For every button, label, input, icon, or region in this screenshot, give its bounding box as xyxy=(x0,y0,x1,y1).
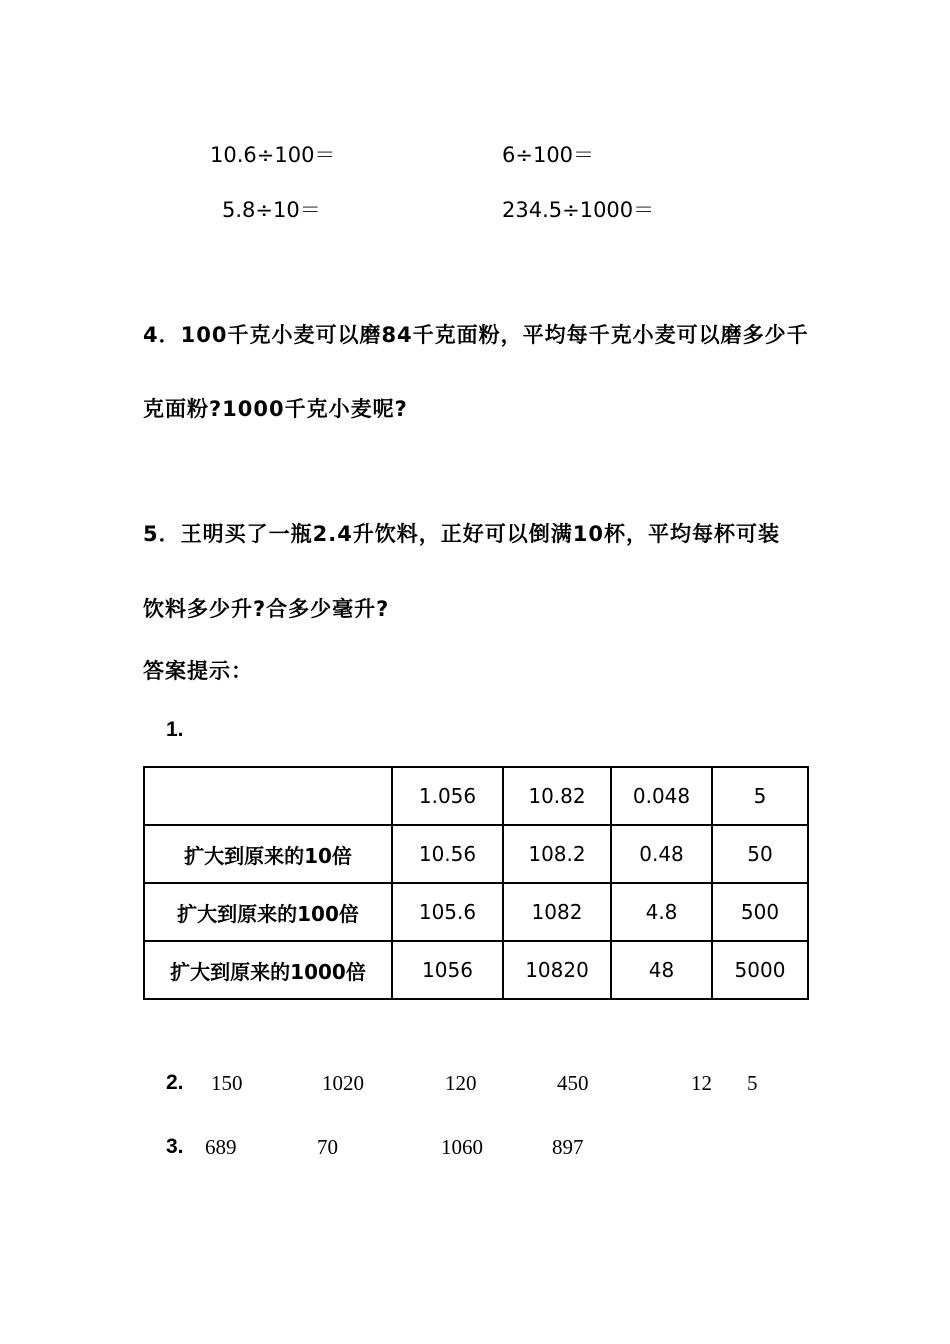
equation-2-left: 5.8÷10＝ xyxy=(222,198,321,222)
table-cell: 500 xyxy=(712,883,808,941)
question-5-line-1: 5．王明买了一瓶2.4升饮料，正好可以倒满10杯，平均每杯可装 xyxy=(143,522,781,546)
equation-1-left: 10.6÷100＝ xyxy=(210,143,336,167)
table-row-header: 扩大到原来的10倍 xyxy=(144,825,392,883)
answer-2-value: 12 xyxy=(691,1071,712,1095)
table-cell: 108.2 xyxy=(503,825,611,883)
answer-3-value: 897 xyxy=(552,1135,584,1159)
table-cell: 48 xyxy=(611,941,712,999)
table-cell: 1056 xyxy=(392,941,503,999)
table-cell: 10.56 xyxy=(392,825,503,883)
table-cell: 1082 xyxy=(503,883,611,941)
table-cell xyxy=(144,767,392,825)
answer-2-value: 150 xyxy=(211,1071,243,1095)
table-cell: 5000 xyxy=(712,941,808,999)
equation-2-right: 234.5÷1000＝ xyxy=(502,198,655,222)
table-cell: 1.056 xyxy=(392,767,503,825)
table-cell: 0.048 xyxy=(611,767,712,825)
table-cell: 10820 xyxy=(503,941,611,999)
question-4-line-1: 4．100千克小麦可以磨84千克面粉，平均每千克小麦可以磨多少千 xyxy=(143,323,809,347)
table-row xyxy=(144,883,808,941)
table-row xyxy=(144,767,808,825)
answer-2-value: 120 xyxy=(445,1071,477,1095)
answer-3-value: 70 xyxy=(317,1135,338,1159)
table-cell: 0.48 xyxy=(611,825,712,883)
answer-2-value: 450 xyxy=(557,1071,589,1095)
answer-2-value: 5 xyxy=(747,1071,758,1095)
question-4-line-2: 克面粉?1000千克小麦呢? xyxy=(143,397,408,421)
table-row-header: 扩大到原来的1000倍 xyxy=(144,941,392,999)
table-cell: 5 xyxy=(712,767,808,825)
answer-3-value: 689 xyxy=(205,1135,237,1159)
answer-2-value: 1020 xyxy=(322,1071,364,1095)
answer-3-value: 1060 xyxy=(441,1135,483,1159)
answer-2-label: 2. xyxy=(166,1071,184,1094)
answers-title: 答案提示： xyxy=(143,659,253,683)
table-row-header: 扩大到原来的100倍 xyxy=(144,883,392,941)
table-row xyxy=(144,941,808,999)
answer-3-label: 3. xyxy=(166,1135,184,1158)
table-cell: 10.82 xyxy=(503,767,611,825)
answer-1-label: 1. xyxy=(166,718,184,741)
table-row xyxy=(144,825,808,883)
table-cell: 4.8 xyxy=(611,883,712,941)
question-5-line-2: 饮料多少升?合多少毫升? xyxy=(143,597,390,621)
table-cell: 50 xyxy=(712,825,808,883)
table-cell: 105.6 xyxy=(392,883,503,941)
equation-1-right: 6÷100＝ xyxy=(502,143,595,167)
answer-table xyxy=(143,766,809,1000)
